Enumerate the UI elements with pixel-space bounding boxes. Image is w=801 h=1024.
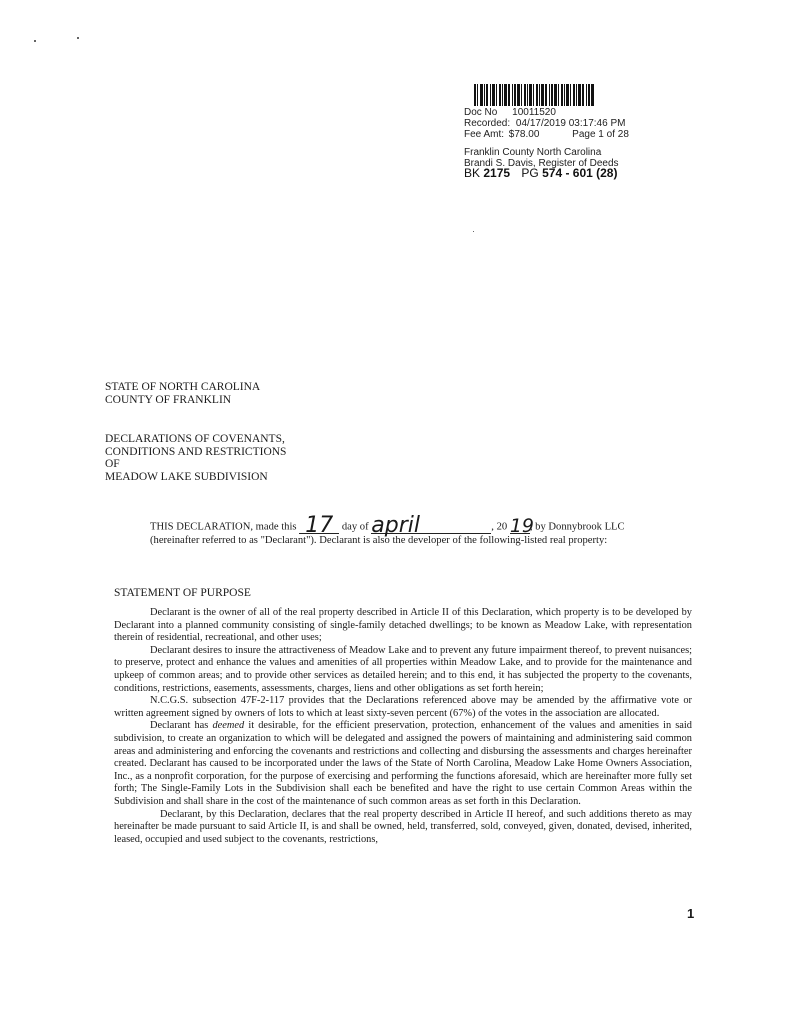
fee-label: Fee Amt: [464,129,505,140]
bk-value: 2175 [483,166,511,180]
title-line-2: CONDITIONS AND RESTRICTIONS [105,445,287,458]
recording-stamp [464,107,664,169]
recorded-line [464,118,664,129]
page-number: 1 [687,906,695,921]
title-line-4: MEADOW LAKE SUBDIVISION [105,470,268,483]
fee-value: $78.00 [508,129,540,140]
doc-no-line [464,107,664,118]
intro-text-1: THIS DECLARATION, made this [150,521,297,533]
doc-no-label: Doc No [464,107,498,118]
fee-line [464,129,664,140]
para4-text-a: Declarant has [150,720,209,732]
state-county-block [105,381,260,406]
register-of-deeds: Brandi S. Davis, Register of Deeds [464,158,619,169]
page-of-count: Page 1 of 28 [572,129,629,140]
scan-speck [34,40,36,42]
purpose-body [114,607,692,846]
declaration-intro-line [150,513,625,538]
para4-text-b: it desirable, for the efficient preservation, protection, enhancement of the values and amenities in said subdivision, to create an organization to which will be delegated and assigned the powers of maintaining and administering said common areas and administering and enforcing the covenants and restrictions and collecting and disbursing the assessments and charges hereinafter created. Declarant has caused to be incorporated under the laws of the State of North Carolina, Meadow Lake Home Owners Association, Inc., as a nonprofit corporation, for the purpose of exercising and performing the functions aforesaid, which are hereinafter more fully set forth; The Single-Family Lots in the Subdivision shall each be benefited and have the right to use certain Common Areas within the Subdivision and shall share in the cost of the maintenance of such common areas as set forth in this Declaration. [114,720,692,807]
book-page-line [464,166,617,180]
year-handwritten: 19 [509,515,535,537]
section-heading: STATEMENT OF PURPOSE [114,587,251,599]
title-line-1: DECLARATIONS OF COVENANTS, [105,433,285,445]
scan-speck [77,37,79,39]
purpose-paragraph-2: Declarant desires to insure the attractiveness of Meadow Lake and to prevent any future impairment thereof, to prevent nuisances; to preserve, protect and enhance the values and amenities of all properties within Meadow Lake, and to provide for the maintenance and upkeep of common areas; and to provide other services as detailed herein; and to this end, it has subjected the property to the covenants, conditions, restrictions, easements, assessments, charges, liens and other obligations as set forth herein; [114,644,692,694]
state-line: STATE OF NORTH CAROLINA [105,381,261,393]
purpose-paragraph-3: N.C.G.S. subsection 47F-2-117 provides that the Declarations referenced above may be amended by the affirmative vote or written agreement signed by owners of lots to which at least sixty-seven percent (67%) of the votes in the association are allocated. [114,695,692,719]
year-blank [509,515,535,537]
recorded-value: 04/17/2019 03:17:46 PM [515,118,626,129]
para4-emphasis: deemed [212,720,245,732]
month-blank [371,513,491,538]
purpose-paragraph-5: Declarant, by this Declaration, declares that the real property described in Article II hereof, and such additions thereto as may hereinafter be made pursuant to said Article II, is and shall be owned, held, transferred, sold, conveyed, given, donated, devised, inherited, leased, occupied and used subject to the covenants, restrictions, [114,808,692,845]
scan-speck [473,231,474,232]
document-title [105,433,286,483]
county-line: COUNTY OF FRANKLIN [105,393,232,406]
intro-text-4: , by Donnybrook LLC [529,521,625,533]
intro-line-2: (hereinafter referred to as "Declarant"). Declarant is also the developer of the following-listed real property: [150,535,608,546]
intro-text-2: day of [341,521,369,533]
recorded-label: Recorded: [464,118,511,129]
intro-text-3: , 20 [491,521,508,533]
day-handwritten: 17 [305,513,334,538]
pg-label: PG [521,166,539,180]
month-handwritten: april [371,513,421,538]
purpose-paragraph-1: Declarant is the owner of all of the real property described in Article II of this Declaration, which property is to be developed by Declarant into a planned community consisting of single-family detached dwellings; to be known as Meadow Lake, with representation therein of residential, recreational, and other uses; [114,607,692,644]
title-line-3: OF [105,458,120,470]
bk-label: BK [464,166,481,180]
pg-value: 574 - 601 (28) [542,166,618,180]
purpose-paragraph-4 [114,720,692,808]
barcode-image [474,84,594,106]
day-blank [299,513,339,538]
county-name: Franklin County North Carolina [464,147,602,158]
doc-no-value: 10011520 [512,107,556,118]
